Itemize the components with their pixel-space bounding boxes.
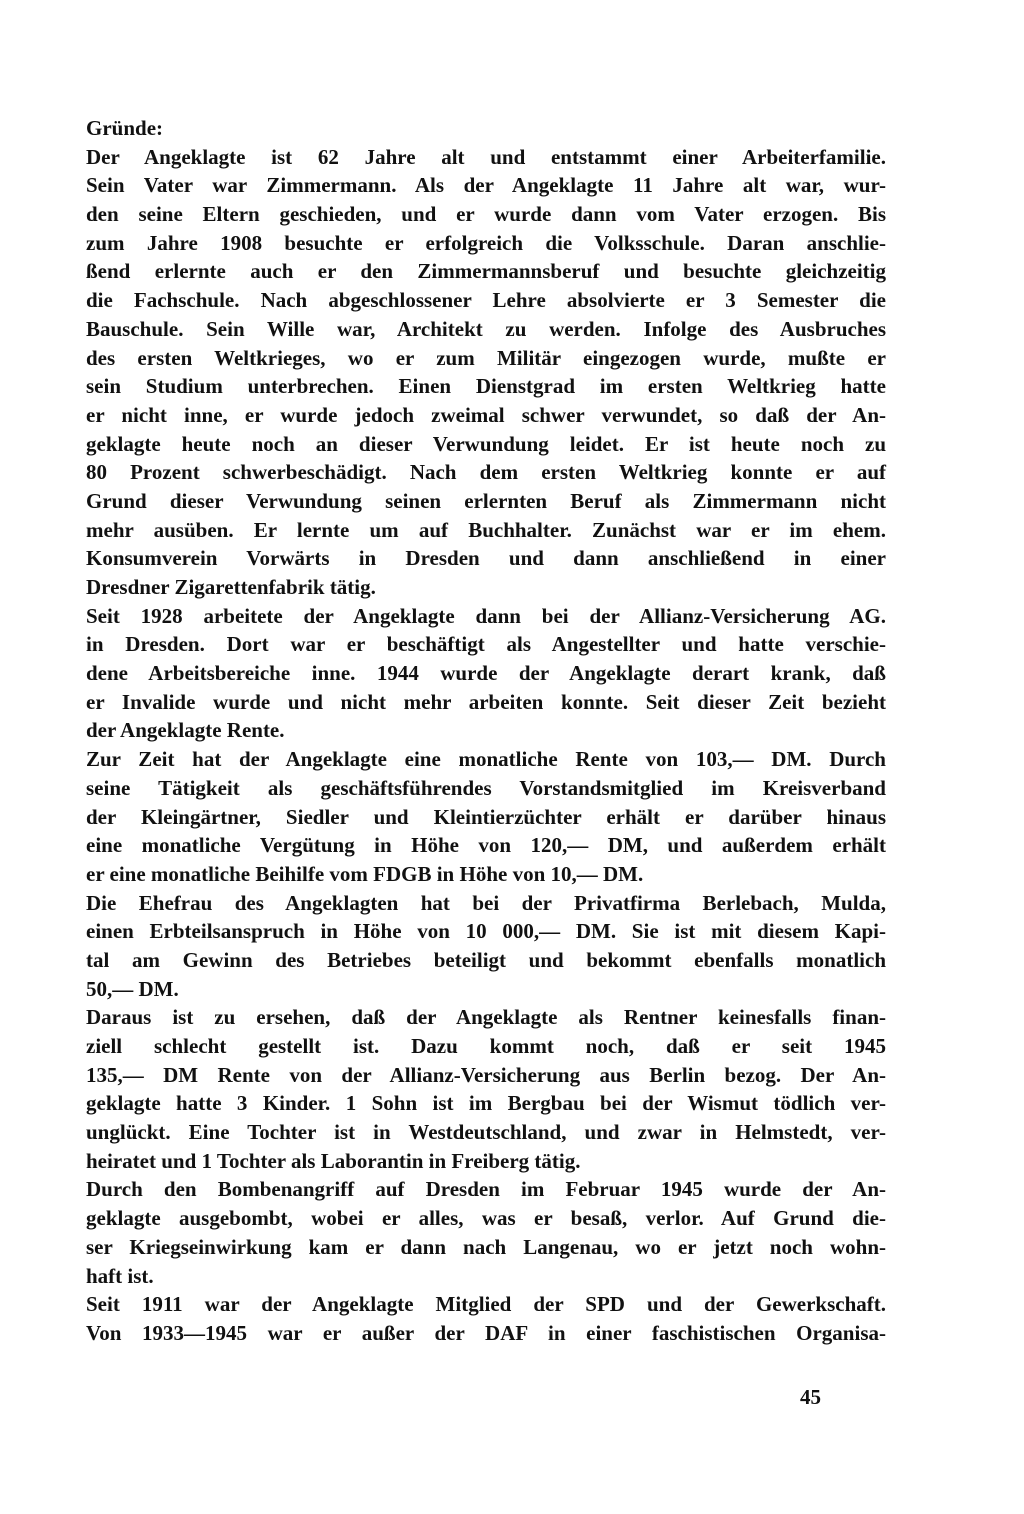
text-line: zum Jahre 1908 besuchte er erfolgreich die Volksschule. Daran anschlie- xyxy=(86,230,886,255)
text-line: Von 1933—1945 war er außer der DAF in einer faschistischen Organisa- xyxy=(86,1320,886,1345)
text-line: der Angeklagte Rente. xyxy=(86,718,285,743)
text-line: Dresdner Zigarettenfabrik tätig. xyxy=(86,575,376,600)
text-line: die Fachschule. Nach abgeschlossener Lehre absolvierte er 3 Semester die xyxy=(86,288,886,313)
text-line: Zur Zeit hat der Angeklagte eine monatliche Rente von 103,— DM. Durch xyxy=(86,747,886,772)
text-line: Sein Vater war Zimmermann. Als der Angeklagte 11 Jahre alt war, wur- xyxy=(86,173,886,198)
text-line: heiratet und 1 Tochter als Laborantin in Freiberg tätig. xyxy=(86,1148,581,1173)
document-page xyxy=(86,114,886,1348)
text-line: 135,— DM Rente von der Allianz-Versicherung aus Berlin bezog. Der An- xyxy=(86,1062,886,1087)
text-line: eine monatliche Vergütung in Höhe von 120,— DM, und außerdem erhält xyxy=(86,833,886,858)
text-line: Daraus ist zu ersehen, daß der Angeklagte als Rentner keinesfalls finan- xyxy=(86,1005,886,1030)
text-line: geklagte ausgebombt, wobei er alles, was er besaß, verlor. Auf Grund die- xyxy=(86,1206,886,1231)
text-line: er Invalide wurde und nicht mehr arbeiten konnte. Seit dieser Zeit bezieht xyxy=(86,689,886,714)
text-line: der Kleingärtner, Siedler und Kleintierzüchter erhält er darüber hinaus xyxy=(86,804,886,829)
text-line: Die Ehefrau des Angeklagten hat bei der Privatfirma Berlebach, Mulda, xyxy=(86,890,886,915)
text-line: des ersten Weltkrieges, wo er zum Militär eingezogen wurde, mußte er xyxy=(86,345,886,370)
text-line: Grund dieser Verwundung seinen erlernten Beruf als Zimmermann nicht xyxy=(86,488,886,513)
text-line: Konsumverein Vorwärts in Dresden und dann anschließend in einer xyxy=(86,546,886,571)
text-line: einen Erbteilsanspruch in Höhe von 10 000,— DM. Sie ist mit diesem Kapi- xyxy=(86,919,886,944)
text-line: geklagte heute noch an dieser Verwundung leidet. Er ist heute noch zu xyxy=(86,431,886,456)
section-heading: Gründe: xyxy=(86,116,164,140)
text-line: Durch den Bombenangriff auf Dresden im Februar 1945 wurde der An- xyxy=(86,1177,886,1202)
paragraph xyxy=(86,889,886,1004)
paragraph xyxy=(86,143,886,602)
text-line: ziell schlecht gestellt ist. Dazu kommt noch, daß er seit 1945 xyxy=(86,1034,886,1059)
text-line: Seit 1911 war der Angeklagte Mitglied der SPD und der Gewerkschaft. xyxy=(86,1292,886,1317)
text-line: 50,— DM. xyxy=(86,976,179,1001)
text-line: er nicht inne, er wurde jedoch zweimal schwer verwundet, so daß der An- xyxy=(86,402,886,427)
text-line: er eine monatliche Beihilfe vom FDGB in Höhe von 10,— DM. xyxy=(86,861,644,886)
text-line: dene Arbeitsbereiche inne. 1944 wurde der Angeklagte derart krank, daß xyxy=(86,661,886,686)
paragraph xyxy=(86,1175,886,1290)
paragraph xyxy=(86,602,886,745)
text-line: mehr ausüben. Er lernte um auf Buchhalter. Zunächst war er im ehem. xyxy=(86,517,886,542)
text-line: ßend erlernte auch er den Zimmermannsberuf und besuchte gleichzeitig xyxy=(86,259,886,284)
text-line: 80 Prozent schwerbeschädigt. Nach dem ersten Weltkrieg konnte er auf xyxy=(86,460,886,485)
text-line: geklagte hatte 3 Kinder. 1 Sohn ist im Bergbau bei der Wismut tödlich ver- xyxy=(86,1091,886,1116)
text-line: tal am Gewinn des Betriebes beteiligt und bekommt ebenfalls monatlich xyxy=(86,947,886,972)
text-line: seine Tätigkeit als geschäftsführendes Vorstandsmitglied im Kreisverband xyxy=(86,775,886,800)
text-line: ser Kriegseinwirkung kam er dann nach Langenau, wo er jetzt noch wohn- xyxy=(86,1234,886,1259)
paragraph xyxy=(86,745,886,888)
text-line: Bauschule. Sein Wille war, Architekt zu werden. Infolge des Ausbruches xyxy=(86,316,886,341)
text-line: Der Angeklagte ist 62 Jahre alt und entstammt einer Arbeiterfamilie. xyxy=(86,144,886,169)
body-text xyxy=(86,143,886,1348)
text-line: Seit 1928 arbeitete der Angeklagte dann bei der Allianz-Versicherung AG. xyxy=(86,603,886,628)
paragraph xyxy=(86,1003,886,1175)
paragraph xyxy=(86,1290,886,1347)
page-number: 45 xyxy=(800,1385,821,1409)
text-line: unglückt. Eine Tochter ist in Westdeutschland, und zwar in Helmstedt, ver- xyxy=(86,1120,886,1145)
text-line: in Dresden. Dort war er beschäftigt als Angestellter und hatte verschie- xyxy=(86,632,886,657)
text-line: sein Studium unterbrechen. Einen Dienstgrad im ersten Weltkrieg hatte xyxy=(86,374,886,399)
text-line: haft ist. xyxy=(86,1263,154,1288)
text-line: den seine Eltern geschieden, und er wurde dann vom Vater erzogen. Bis xyxy=(86,202,886,227)
